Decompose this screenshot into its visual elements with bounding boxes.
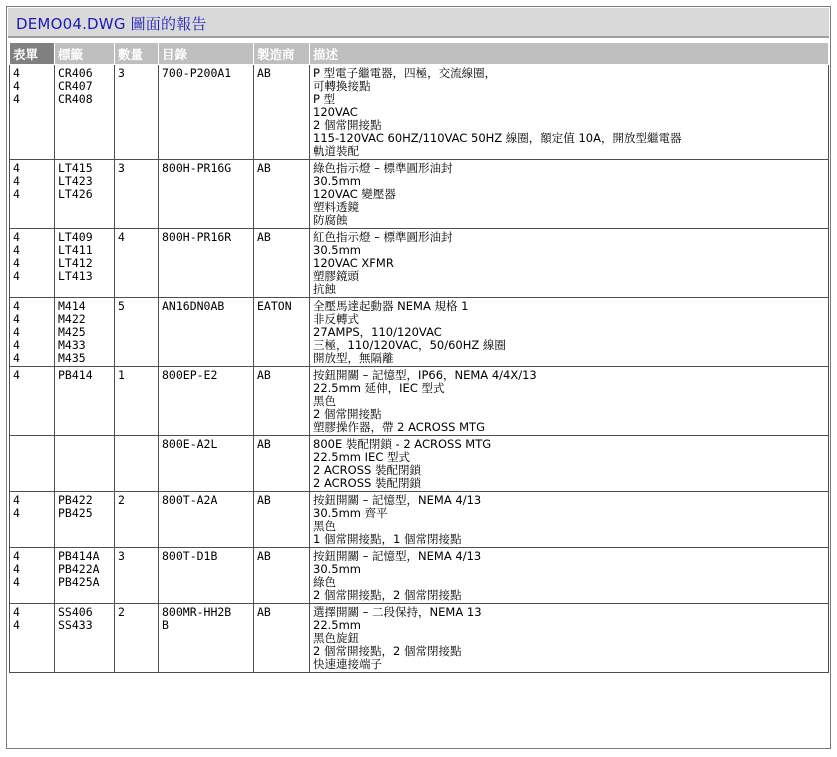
cell-catalog: AN16DN0AB: [159, 298, 254, 367]
report-title-bar: [8, 8, 829, 38]
column-header-manufacturer: 製造商: [254, 43, 310, 65]
table-row: [10, 160, 829, 229]
cell-sheet: 4 4 4: [10, 548, 55, 604]
cell-catalog: 800E-A2L: [159, 436, 254, 492]
cell-quantity: 3: [115, 548, 159, 604]
cell-sheet: 4 4 4: [10, 160, 55, 229]
cell-manufacturer: EATON: [254, 298, 310, 367]
cell-quantity: 3: [115, 65, 159, 160]
cell-manufacturer: AB: [254, 492, 310, 548]
table-row: [10, 604, 829, 673]
cell-sheet: 4 4: [10, 604, 55, 673]
table-row: [10, 367, 829, 436]
cell-catalog: 800T-A2A: [159, 492, 254, 548]
cell-manufacturer: AB: [254, 65, 310, 160]
cell-sheet: [10, 436, 55, 492]
cell-quantity: 4: [115, 229, 159, 298]
cell-description: 綠色指示燈 – 標準圓形油封 30.5mm 120VAC 變壓器 塑料透鏡 防腐蝕: [310, 160, 829, 229]
report-table: [9, 42, 829, 673]
cell-quantity: [115, 436, 159, 492]
cell-tags: LT409 LT411 LT412 LT413: [55, 229, 115, 298]
cell-catalog: 700-P200A1: [159, 65, 254, 160]
cell-manufacturer: AB: [254, 229, 310, 298]
cell-tags: LT415 LT423 LT426: [55, 160, 115, 229]
cell-description: 按鈕開關 – 記憶型，NEMA 4/13 30.5mm 齊平 黑色 1 個常開接點，1 個常閉接點: [310, 492, 829, 548]
column-header-catalog: 目錄: [159, 43, 254, 65]
cell-description: 紅色指示燈 – 標準圓形油封 30.5mm 120VAC XFMR 塑膠鏡頭 抗蝕: [310, 229, 829, 298]
cell-tags: PB414A PB422A PB425A: [55, 548, 115, 604]
cell-quantity: 2: [115, 492, 159, 548]
cell-sheet: 4 4 4 4: [10, 229, 55, 298]
cell-catalog: 800MR-HH2B B: [159, 604, 254, 673]
table-row: [10, 492, 829, 548]
cell-manufacturer: AB: [254, 160, 310, 229]
cell-tags: SS406 SS433: [55, 604, 115, 673]
table-row: [10, 65, 829, 160]
cell-manufacturer: AB: [254, 436, 310, 492]
column-header-quantity: 數量: [115, 43, 159, 65]
table-row: [10, 298, 829, 367]
cell-tags: PB414: [55, 367, 115, 436]
cell-manufacturer: AB: [254, 548, 310, 604]
cell-manufacturer: AB: [254, 604, 310, 673]
cell-description: 選擇開關 – 二段保持，NEMA 13 22.5mm 黑色旋鈕 2 個常開接點，2 個常閉接點 快速連接端子: [310, 604, 829, 673]
cell-manufacturer: AB: [254, 367, 310, 436]
cell-description: 全壓馬達起動器 NEMA 規格 1 非反轉式 27AMPS，110/120VAC 三極，110/120VAC，50/60HZ 線圈 開放型，無隔離: [310, 298, 829, 367]
cell-quantity: 2: [115, 604, 159, 673]
table-row: [10, 548, 829, 604]
cell-description: P 型電子繼電器，四極，交流線圈， 可轉換接點 P 型 120VAC 2 個常開接點 115-120VAC 60HZ/110VAC 50HZ 線圈，額定值 10A，開放型繼電器 軌道裝配: [310, 65, 829, 160]
cell-tags: CR406 CR407 CR408: [55, 65, 115, 160]
cell-sheet: 4: [10, 367, 55, 436]
cell-tags: [55, 436, 115, 492]
column-header-description: 描述: [310, 43, 829, 65]
cell-catalog: 800H-PR16G: [159, 160, 254, 229]
column-header-tag: 標籤: [55, 43, 115, 65]
cell-catalog: 800T-D1B: [159, 548, 254, 604]
cell-quantity: 5: [115, 298, 159, 367]
report-title: DEMO04.DWG 圖面的報告: [16, 15, 207, 33]
table-row: [10, 436, 829, 492]
cell-catalog: 800EP-E2: [159, 367, 254, 436]
column-header-sheet: 表單: [10, 43, 55, 65]
cell-description: 800E 裝配閉鎖 - 2 ACROSS MTG 22.5mm IEC 型式 2 ACROSS 裝配閉鎖 2 ACROSS 裝配閉鎖: [310, 436, 829, 492]
cell-quantity: 3: [115, 160, 159, 229]
cell-tags: M414 M422 M425 M433 M435: [55, 298, 115, 367]
report-frame: [6, 6, 831, 749]
table-header-row: [10, 43, 829, 65]
cell-quantity: 1: [115, 367, 159, 436]
cell-description: 按鈕開關 – 記憶型，NEMA 4/13 30.5mm 綠色 2 個常開接點，2 個常閉接點: [310, 548, 829, 604]
cell-sheet: 4 4 4 4 4: [10, 298, 55, 367]
cell-tags: PB422 PB425: [55, 492, 115, 548]
cell-sheet: 4 4: [10, 492, 55, 548]
cell-sheet: 4 4 4: [10, 65, 55, 160]
table-row: [10, 229, 829, 298]
cell-description: 按鈕開關 – 記憶型，IP66，NEMA 4/4X/13 22.5mm 延伸，IEC 型式 黑色 2 個常開接點 塑膠操作器，帶 2 ACROSS MTG: [310, 367, 829, 436]
cell-catalog: 800H-PR16R: [159, 229, 254, 298]
